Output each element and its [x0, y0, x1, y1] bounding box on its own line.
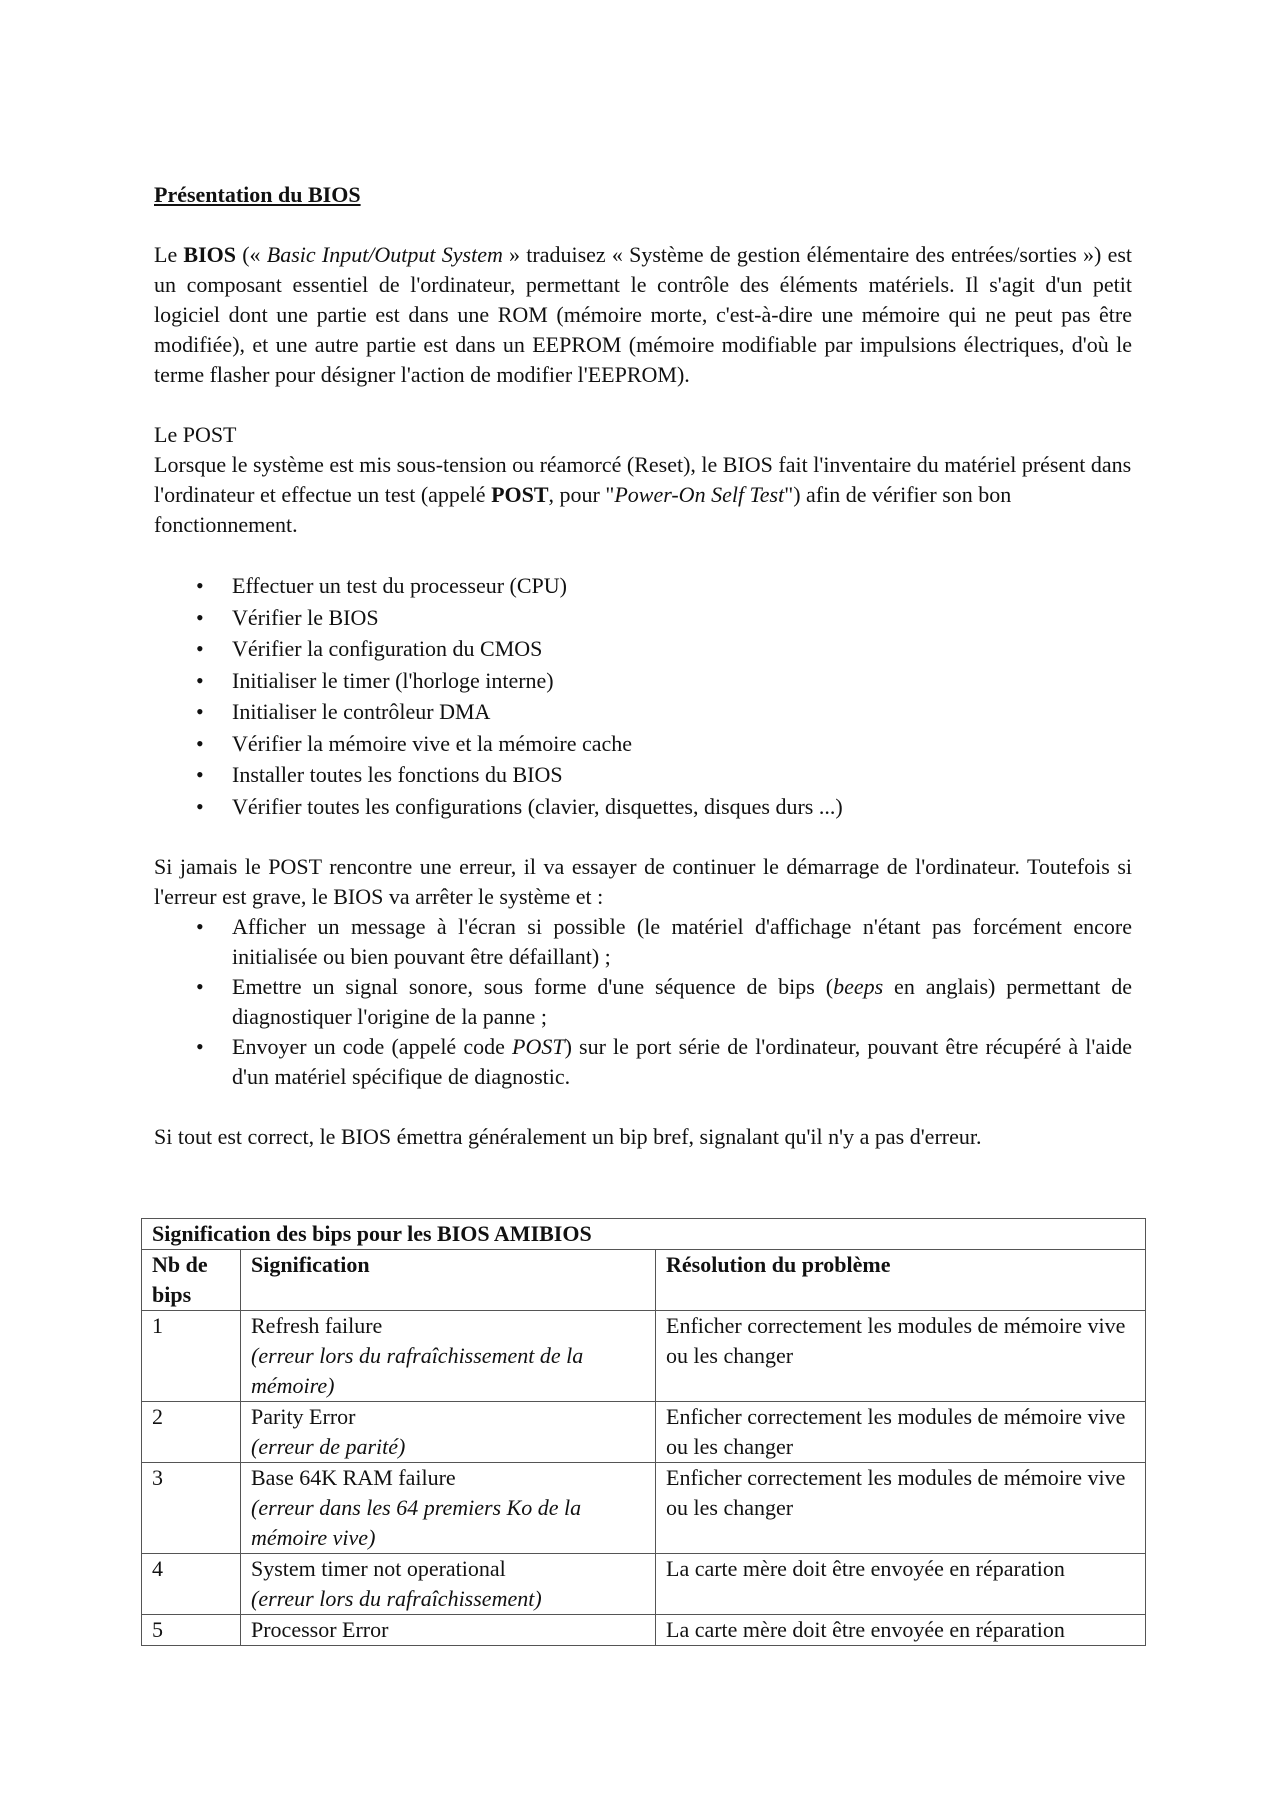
list-item: • Vérifier le BIOS: [154, 602, 1132, 634]
table-caption: Signification des bips pour les BIOS AMIBIOS: [142, 1219, 1146, 1250]
document-page: [154, 180, 1132, 1182]
header-resolution: Résolution du problème: [656, 1250, 1146, 1311]
cell-nb: 3: [142, 1463, 241, 1554]
post-text-1: Lorsque le système est mis sous-tension ou réamorcé (Reset), le BIOS fait l'inventaire du matériel présent dans l'ordinateur et effectue un test (appelé: [154, 452, 1132, 507]
list-item: • Afficher un message à l'écran si possible (le matériel d'affichage n'étant pas forcément encore initialisée ou bien pouvant être défaillant) ;: [154, 912, 1132, 972]
cell-nb: 2: [142, 1402, 241, 1463]
list-item: [154, 972, 1132, 1032]
intro-text-3: » traduisez « Système de gestion élémentaire des entrées/sorties ») est un composant essentiel de l'ordinateur, permettant le contrôle des éléments matériels. Il s'agit d'un petit logiciel dont une partie est dans une ROM (mémoire morte, c'est-à-dire une mémoire qui ne peut pas être modifiée), et une autre partie est dans un EEPROM (mémoire modifiable par impulsions électriques, d'où le terme flasher pour désigner l'action de modifier l'EEPROM).: [154, 242, 1133, 387]
list-item-text: en anglais) permettant de diagnostiquer l'origine de la panne ;: [232, 974, 1132, 1029]
list-item: • Effectuer un test du processeur (CPU): [154, 570, 1132, 602]
list-item-text: Emettre un signal sonore, sous forme d'une séquence de bips (: [232, 974, 834, 999]
post-paragraph: [154, 450, 1132, 540]
list-item: • Vérifier toutes les configurations (clavier, disquettes, disques durs ...): [154, 791, 1132, 823]
table-caption-row: [142, 1219, 1146, 1250]
cell-nb: 4: [142, 1554, 241, 1615]
table-row: [142, 1402, 1146, 1463]
document-title: Présentation du BIOS: [154, 182, 361, 207]
cell-signification: [241, 1311, 656, 1402]
cell-signification: [241, 1615, 656, 1646]
signification-note: (erreur dans les 64 premiers Ko de la mémoire vive): [251, 1495, 582, 1550]
post-text-3: ") afin de vérifier son bon fonctionnement.: [154, 482, 1012, 537]
signification-text: Refresh failure: [251, 1313, 383, 1338]
list-item: [154, 1032, 1132, 1092]
cell-resolution: Enficher correctement les modules de mémoire vive ou les changer: [656, 1463, 1146, 1554]
cell-signification: [241, 1402, 656, 1463]
header-nb-bips: Nb de bips: [142, 1250, 241, 1311]
cell-resolution: La carte mère doit être envoyée en réparation: [656, 1615, 1146, 1646]
signification-note: (erreur lors du rafraîchissement): [251, 1586, 542, 1611]
cell-resolution: Enficher correctement les modules de mémoire vive ou les changer: [656, 1402, 1146, 1463]
list-item-text: Envoyer un code (appelé code: [232, 1034, 512, 1059]
list-item: • Vérifier la mémoire vive et la mémoire cache: [154, 728, 1132, 760]
list-item: • Vérifier la configuration du CMOS: [154, 633, 1132, 665]
post-bold: POST: [491, 482, 549, 507]
signification-text: Base 64K RAM failure: [251, 1465, 456, 1490]
list-item: • Installer toutes les fonctions du BIOS: [154, 759, 1132, 791]
post-full-italic: Power-On Self Test: [614, 482, 785, 507]
cell-signification: [241, 1554, 656, 1615]
list-item-italic: POST: [512, 1034, 565, 1059]
cell-signification: [241, 1463, 656, 1554]
intro-paragraph: [154, 240, 1132, 390]
signification-note: (erreur lors du rafraîchissement de la mémoire): [251, 1343, 584, 1398]
table-row: [142, 1463, 1146, 1554]
list-item-text: ) sur le port série de l'ordinateur, pouvant être récupéré à l'aide d'un matériel spécifique de diagnostic.: [232, 1034, 1132, 1089]
error-actions-list: [154, 912, 1132, 1092]
cell-resolution: Enficher correctement les modules de mémoire vive ou les changer: [656, 1311, 1146, 1402]
cell-nb: 1: [142, 1311, 241, 1402]
signification-text: Processor Error: [251, 1617, 389, 1642]
table-row: [142, 1554, 1146, 1615]
post-steps-list: [154, 570, 1132, 822]
post-heading: Le POST: [154, 422, 237, 447]
list-item: • Initialiser le timer (l'horloge interne): [154, 665, 1132, 697]
cell-resolution: La carte mère doit être envoyée en réparation: [656, 1554, 1146, 1615]
cell-nb: 5: [142, 1615, 241, 1646]
intro-bios-bold: BIOS: [183, 242, 237, 267]
error-paragraph: Si jamais le POST rencontre une erreur, il va essayer de continuer le démarrage de l'ordinateur. Toutefois si l'erreur est grave, le BIOS va arrêter le système et :: [154, 854, 1132, 909]
intro-bios-full: Basic Input/Output System: [266, 242, 503, 267]
signification-note: (erreur de parité): [251, 1434, 406, 1459]
beep-codes-table: [141, 1218, 1146, 1646]
list-item-italic: beeps: [833, 974, 884, 999]
ok-paragraph: Si tout est correct, le BIOS émettra généralement un bip bref, signalant qu'il n'y a pas d'erreur.: [154, 1124, 982, 1149]
signification-text: Parity Error: [251, 1404, 356, 1429]
table-header-row: [142, 1250, 1146, 1311]
header-signification: Signification: [241, 1250, 656, 1311]
table-row: [142, 1615, 1146, 1646]
list-item: • Initialiser le contrôleur DMA: [154, 696, 1132, 728]
intro-text-1: Le: [154, 242, 184, 267]
post-text-2: , pour ": [548, 482, 615, 507]
intro-text-2: («: [236, 242, 267, 267]
signification-text: System timer not operational: [251, 1556, 506, 1581]
table-row: [142, 1311, 1146, 1402]
